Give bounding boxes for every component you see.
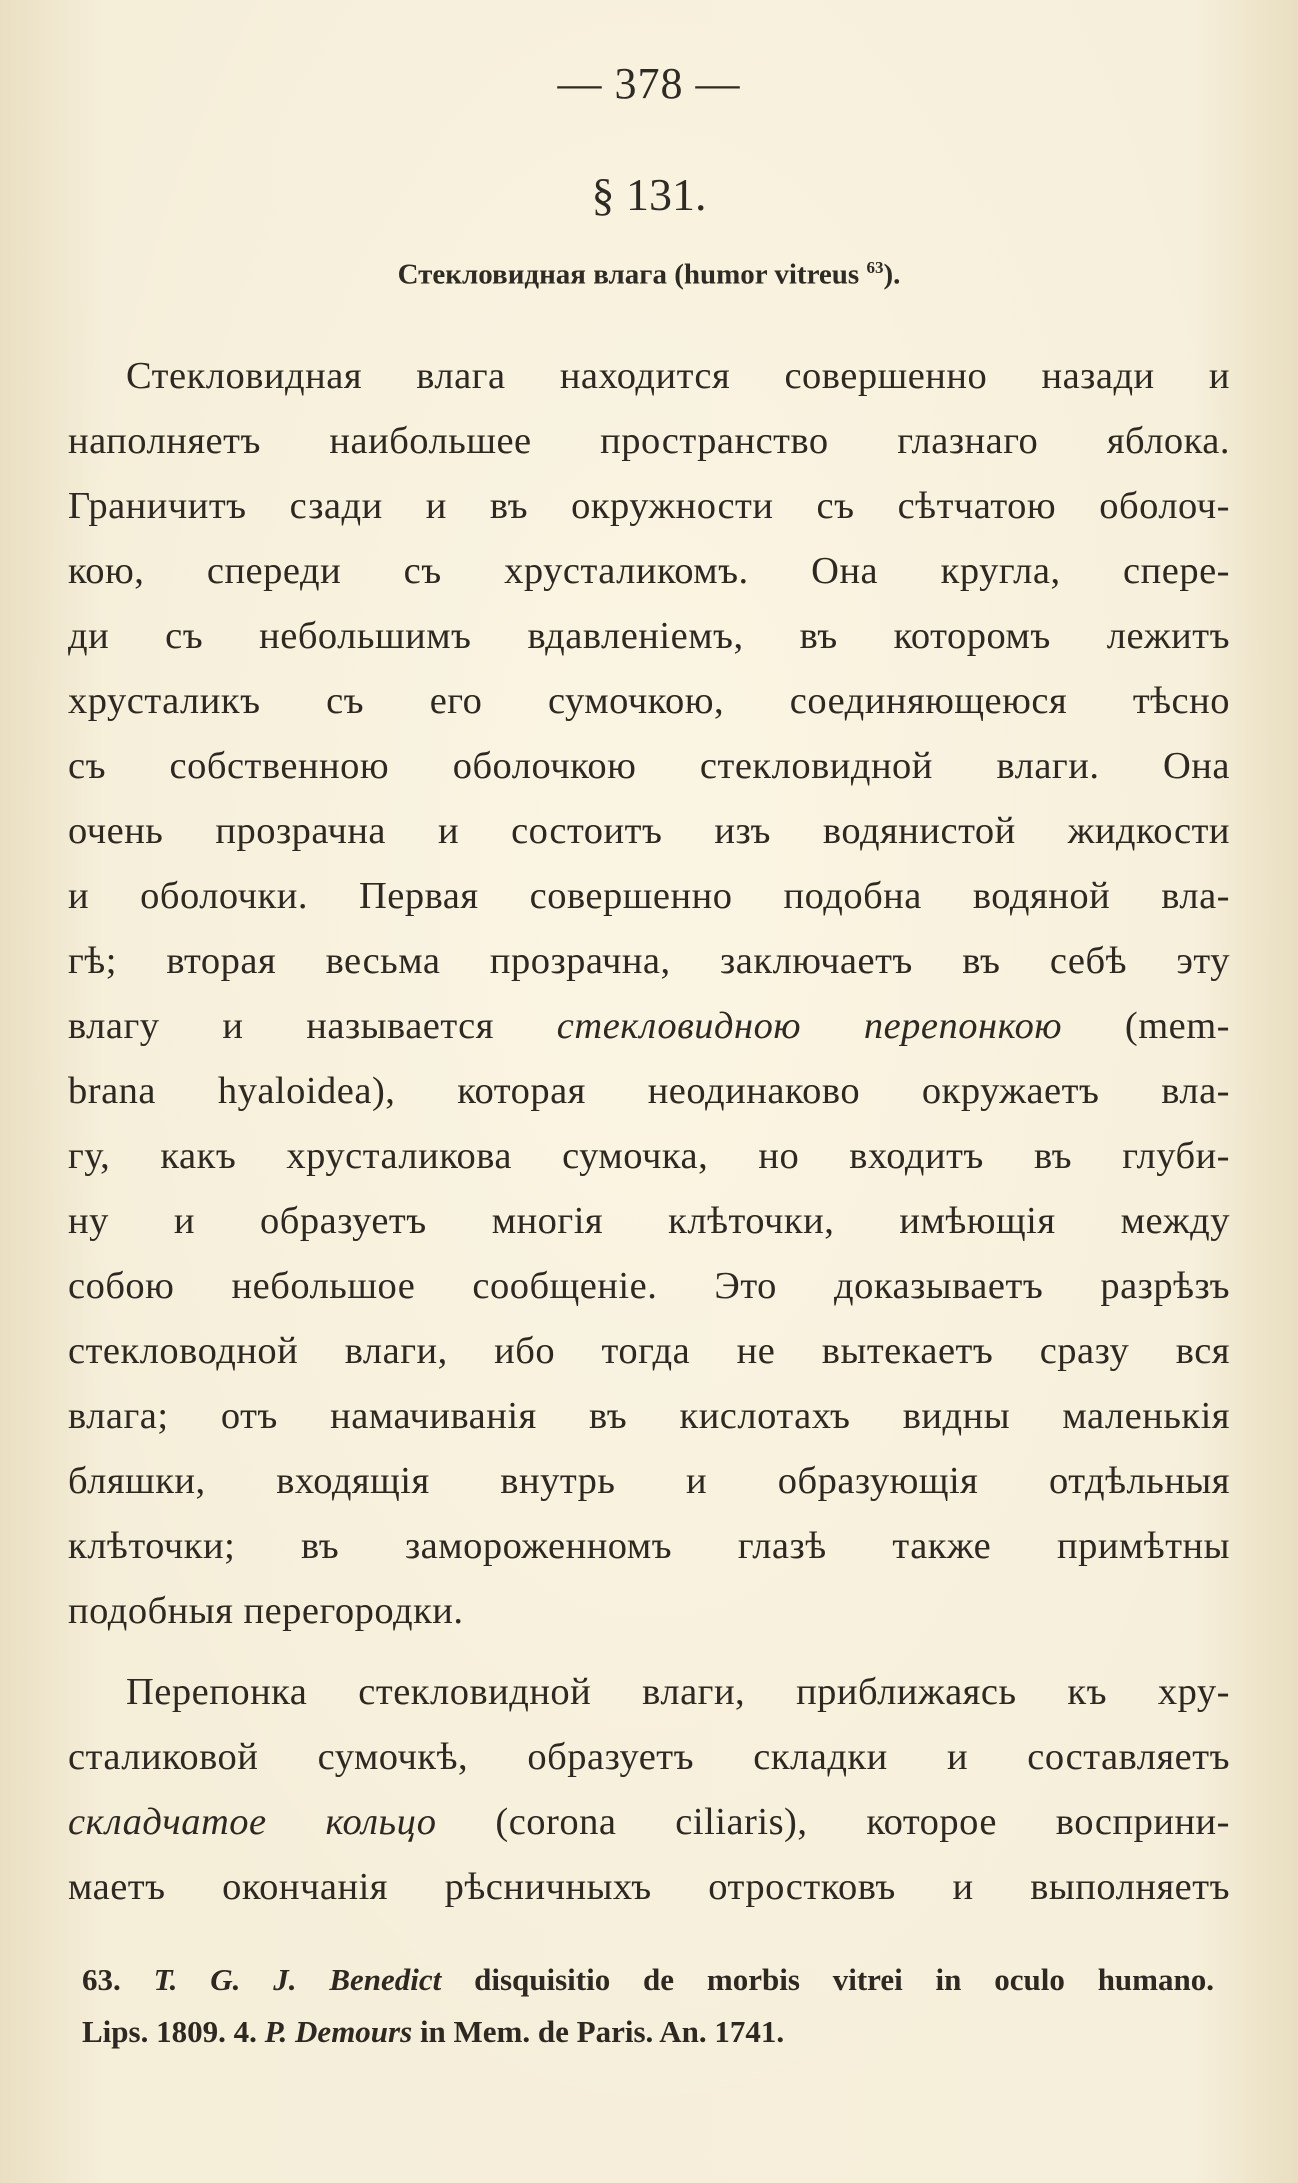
page-number: — 378 — (557, 59, 741, 108)
footnote-text: disquisitio de morbis vitrei in oculo humano. (441, 1962, 1214, 1997)
text-line: хрусталикъ съ его сумочкою, соединяющеюся тѣсно (68, 680, 1230, 722)
paragraph-2 (68, 1660, 1230, 1920)
footnote-line (82, 2006, 1214, 2058)
text-line: кою, спереди съ хрусталикомъ. Она кругла, спере- (68, 550, 1230, 592)
text-line: бляшки, входящія внутрь и образующія отдѣльныя (68, 1460, 1230, 1502)
text-line: стекловодной влаги, ибо тогда не вытекаетъ сразу вся (68, 1330, 1230, 1372)
footnotes (82, 1954, 1214, 2058)
text-line: Граничитъ сзади и въ окружности съ сѣтчатою оболоч- (68, 485, 1230, 527)
footnote-author: P. Demours (264, 2014, 413, 2049)
footnote-text: Lips. 1809. 4. (82, 2014, 265, 2049)
text-line: brana hyaloidea), которая неодинаково окружаетъ вла- (68, 1070, 1230, 1112)
section-number: § 131. (591, 169, 707, 220)
text-line: влага; отъ намачиванія въ кислотахъ видны маленькія (68, 1395, 1230, 1437)
text-line: и оболочки. Первая совершенно подобна водяной вла- (68, 875, 1230, 917)
text-line (68, 994, 1230, 1059)
footnote-reference: 63 (866, 258, 884, 277)
section-title-close: ). (883, 258, 901, 291)
text-line: гу, какъ хрусталикова сумочка, но входитъ въ глуби- (68, 1135, 1230, 1177)
section-title-text: Стекловидная влага (humor vitreus (397, 258, 867, 291)
text-segment: (mem- (1062, 1005, 1230, 1047)
text-line: подобныя перегородки. (68, 1590, 464, 1632)
text-line: Стекловидная влага находится совершенно назади и (126, 355, 1230, 397)
text-line: собою небольшое сообщеніе. Это доказываетъ разрѣзъ (68, 1265, 1230, 1307)
text-segment: (corona ciliaris), которое восприни- (436, 1801, 1230, 1843)
text-line (68, 1790, 1230, 1855)
text-line: ди съ небольшимъ вдавленіемъ, въ которомъ лежитъ (68, 615, 1230, 657)
paragraph-1 (68, 344, 1230, 1644)
text-line: клѣточки; въ замороженномъ глазѣ также примѣтны (68, 1525, 1230, 1567)
text-segment: влагу и называется (68, 1005, 557, 1047)
text-line: наполняетъ наибольшее пространство глазнаго яблока. (68, 420, 1230, 462)
italic-term: складчатое кольцо (68, 1801, 437, 1843)
footnote-text: in Mem. de Paris. An. 1741. (412, 2014, 785, 2049)
text-line: сталиковой сумочкѣ, образуетъ складки и составляетъ (68, 1736, 1230, 1778)
italic-term: стекловидною перепонкою (556, 1005, 1063, 1047)
text-line: очень прозрачна и состоитъ изъ водянистой жидкости (68, 810, 1230, 852)
text-line: маетъ окончанія рѣсничныхъ отростковъ и выполняетъ (68, 1866, 1230, 1908)
footnote-marker: 63. (82, 1962, 121, 1997)
text-line: ну и образуетъ многія клѣточки, имѣющія между (68, 1200, 1230, 1242)
text-line: съ собственною оболочкою стекловидной влаги. Она (68, 745, 1230, 787)
section-title (0, 258, 1298, 292)
footnote-author: T. G. J. Benedict (153, 1962, 442, 1997)
text-line: Перепонка стекловидной влаги, приближаясь къ хру- (126, 1671, 1230, 1713)
text-line: гѣ; вторая весьма прозрачна, заключаетъ въ себѣ эту (68, 940, 1230, 982)
footnote-line (82, 1954, 1214, 2006)
